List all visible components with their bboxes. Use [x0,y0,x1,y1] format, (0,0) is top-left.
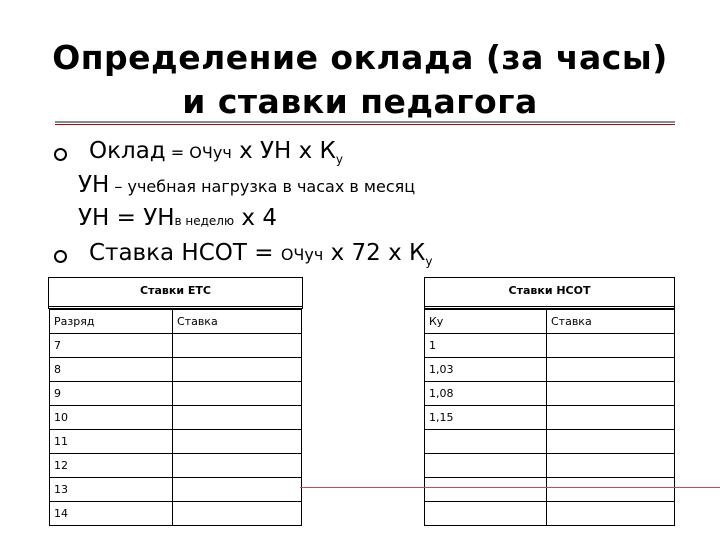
table-cell [547,478,675,502]
un-formula-rest: х 4 [234,205,277,231]
table-row [50,478,302,502]
table-cell: 8 [50,358,173,382]
title-divider-gray [55,121,675,123]
oklad-ochuch: = ОЧуч [165,143,232,162]
table-row [50,334,302,358]
table-row [50,502,302,526]
table-cell [547,502,675,526]
ets-title: Ставки ЕТС [49,278,302,307]
bullet-stavka [89,238,432,277]
table-cell: 12 [50,454,173,478]
ets-box [48,277,303,309]
nsot-box [424,277,675,309]
nsot-title: Ставки НСОТ [425,278,674,307]
table-cell [547,334,675,358]
nsot-header-stavka: Ставка [547,310,675,334]
bottom-red-rule [300,487,720,488]
oklad-formula: х УН х К [231,138,336,164]
stavka-label: Ставка НСОТ = [89,240,281,266]
un-formula [78,203,277,236]
table-row [50,430,302,454]
table-cell: 13 [50,478,173,502]
table-cell [547,454,675,478]
table-row [425,478,675,502]
table-cell: 1,03 [425,358,547,382]
un-formula-main: УН = УН [78,205,175,231]
table-row [425,454,675,478]
title-line-2: и ставки педагога [182,82,538,121]
table-cell: 10 [50,406,173,430]
un-definition [78,170,415,202]
table-cell [173,406,302,430]
table-row [425,406,675,430]
table-row [425,358,675,382]
bullet-icon [54,250,67,263]
un-label: УН [78,172,110,198]
slide-title [0,36,720,124]
table-row [425,382,675,406]
table-row [425,430,675,454]
table-row [50,358,302,382]
table-cell [425,454,547,478]
bullet-oklad [89,136,343,175]
stavka-ochuch: ОЧуч [280,245,324,264]
table-cell [547,382,675,406]
title-divider-red [55,124,675,125]
table-cell [425,502,547,526]
table-cell [425,478,547,502]
table-cell [173,430,302,454]
table-row [50,382,302,406]
table-cell [173,382,302,406]
table-cell [547,430,675,454]
title-line-1: Определение оклада (за часы) [52,38,668,77]
table-cell [173,478,302,502]
table-cell [173,358,302,382]
ets-header-stavka: Ставка [173,310,302,334]
table-row [50,406,302,430]
nsot-table [424,309,675,526]
ets-table [49,309,302,526]
table-cell [173,502,302,526]
oklad-label: Оклад [89,138,166,164]
table-cell [173,454,302,478]
table-cell: 11 [50,430,173,454]
un-definition-text: – учебная нагрузка в часах в месяц [109,177,416,196]
table-row [425,502,675,526]
table-cell: 7 [50,334,173,358]
table-row [50,454,302,478]
table-cell [547,406,675,430]
nsot-header-ku: Ку [425,310,547,334]
oklad-ku-sub: у [335,152,343,167]
bullet-icon [54,148,67,161]
table-cell [547,358,675,382]
table-header-row [425,310,675,334]
table-cell: 1,08 [425,382,547,406]
table-cell: 14 [50,502,173,526]
ets-header-razryad: Разряд [50,310,173,334]
table-cell [425,430,547,454]
table-cell: 1,15 [425,406,547,430]
table-cell: 9 [50,382,173,406]
table-row [425,334,675,358]
stavka-ku-sub: у [425,254,433,269]
table-cell [173,334,302,358]
table-header-row [50,310,302,334]
stavka-formula: х 72 х К [323,240,426,266]
un-formula-sub: в неделю [174,214,235,228]
table-cell: 1 [425,334,547,358]
